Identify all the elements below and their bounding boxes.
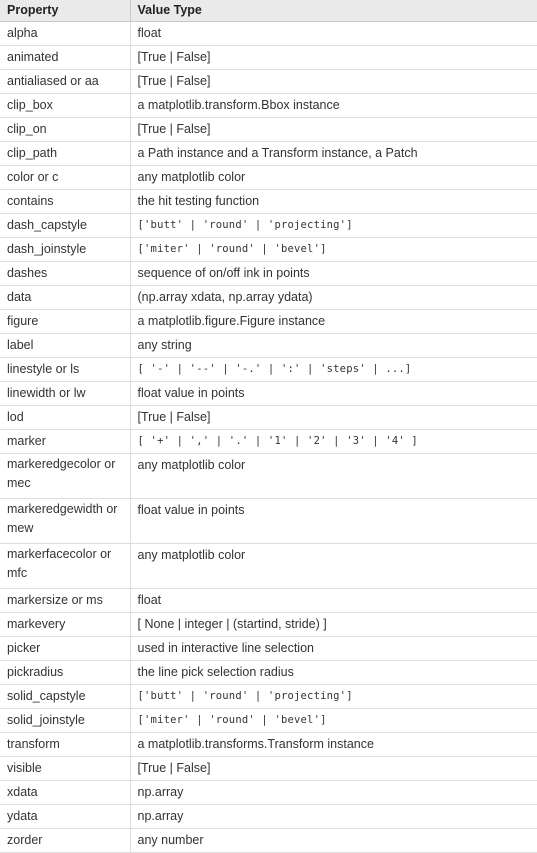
table-row [0,118,537,142]
property-cell: antialiased or aa [0,70,130,94]
table-row [0,685,537,709]
property-cell: alpha [0,22,130,46]
property-cell: contains [0,190,130,214]
value-type-cell: the line pick selection radius [130,661,537,685]
property-cell: marker [0,430,130,454]
table-row [0,262,537,286]
table-row [0,46,537,70]
value-type-cell: any string [130,334,537,358]
property-cell: figure [0,310,130,334]
value-type-cell: [True | False] [130,70,537,94]
property-cell: data [0,286,130,310]
value-type-cell: a matplotlib.figure.Figure instance [130,310,537,334]
table-row [0,22,537,46]
value-type-cell: used in interactive line selection [130,637,537,661]
value-type-cell: a Path instance and a Transform instance, a Patch [130,142,537,166]
table-row [0,805,537,829]
value-type-cell: (np.array xdata, np.array ydata) [130,286,537,310]
value-type-cell: [ '-' | '--' | '-.' | ':' | 'steps' | ...] [130,358,537,382]
value-type-cell: ['miter' | 'round' | 'bevel'] [130,709,537,733]
property-cell: markersize or ms [0,589,130,613]
value-type-cell: [True | False] [130,118,537,142]
value-type-cell: [True | False] [130,46,537,70]
property-cell: visible [0,757,130,781]
value-type-cell: float [130,589,537,613]
value-type-cell: any matplotlib color [130,166,537,190]
value-type-cell: any matplotlib color [130,454,537,499]
property-cell: pickradius [0,661,130,685]
property-cell: markeredgewidth or mew [0,499,130,544]
table-row [0,70,537,94]
property-cell: markeredgecolor or mec [0,454,130,499]
property-cell: zorder [0,829,130,853]
table-row [0,661,537,685]
table-row [0,358,537,382]
property-cell: solid_joinstyle [0,709,130,733]
property-cell: lod [0,406,130,430]
value-type-cell: a matplotlib.transforms.Transform instance [130,733,537,757]
table-row [0,286,537,310]
value-type-cell: [True | False] [130,406,537,430]
table-row [0,637,537,661]
property-cell: clip_on [0,118,130,142]
header-row [0,0,537,22]
table-row [0,310,537,334]
property-cell: dash_joinstyle [0,238,130,262]
value-type-cell: float value in points [130,382,537,406]
table-row [0,499,537,544]
value-type-cell: any matplotlib color [130,544,537,589]
property-cell: picker [0,637,130,661]
table-row [0,142,537,166]
table-row [0,382,537,406]
property-cell: dash_capstyle [0,214,130,238]
table-row [0,733,537,757]
property-cell: animated [0,46,130,70]
value-type-cell: [True | False] [130,757,537,781]
value-type-cell: np.array [130,805,537,829]
table-row [0,190,537,214]
property-cell: transform [0,733,130,757]
value-type-cell: [ None | integer | (startind, stride) ] [130,613,537,637]
property-cell: clip_path [0,142,130,166]
property-cell: ydata [0,805,130,829]
value-type-cell: [ '+' | ',' | '.' | '1' | '2' | '3' | '4' ] [130,430,537,454]
table-row [0,166,537,190]
table-row [0,829,537,853]
property-cell: color or c [0,166,130,190]
table-row [0,238,537,262]
property-cell: label [0,334,130,358]
table-header [0,0,537,22]
value-type-cell: float [130,22,537,46]
property-cell: markerfacecolor or mfc [0,544,130,589]
property-cell: linewidth or lw [0,382,130,406]
value-type-cell: ['butt' | 'round' | 'projecting'] [130,685,537,709]
value-type-cell: ['miter' | 'round' | 'bevel'] [130,238,537,262]
value-type-cell: a matplotlib.transform.Bbox instance [130,94,537,118]
property-cell: xdata [0,781,130,805]
table-row [0,214,537,238]
table-row [0,757,537,781]
table-row [0,613,537,637]
value-type-cell: any number [130,829,537,853]
value-type-cell: sequence of on/off ink in points [130,262,537,286]
property-cell: markevery [0,613,130,637]
table-row [0,454,537,499]
table-row [0,94,537,118]
column-header-value-type: Value Type [130,0,537,22]
property-cell: solid_capstyle [0,685,130,709]
value-type-cell: float value in points [130,499,537,544]
property-cell: dashes [0,262,130,286]
value-type-cell: np.array [130,781,537,805]
table-row [0,781,537,805]
table-row [0,334,537,358]
table-row [0,406,537,430]
table-body [0,22,537,853]
property-cell: clip_box [0,94,130,118]
table-row [0,589,537,613]
column-header-property: Property [0,0,130,22]
property-cell: linestyle or ls [0,358,130,382]
value-type-cell: the hit testing function [130,190,537,214]
table-row [0,709,537,733]
value-type-cell: ['butt' | 'round' | 'projecting'] [130,214,537,238]
table-row [0,544,537,589]
table-row [0,430,537,454]
